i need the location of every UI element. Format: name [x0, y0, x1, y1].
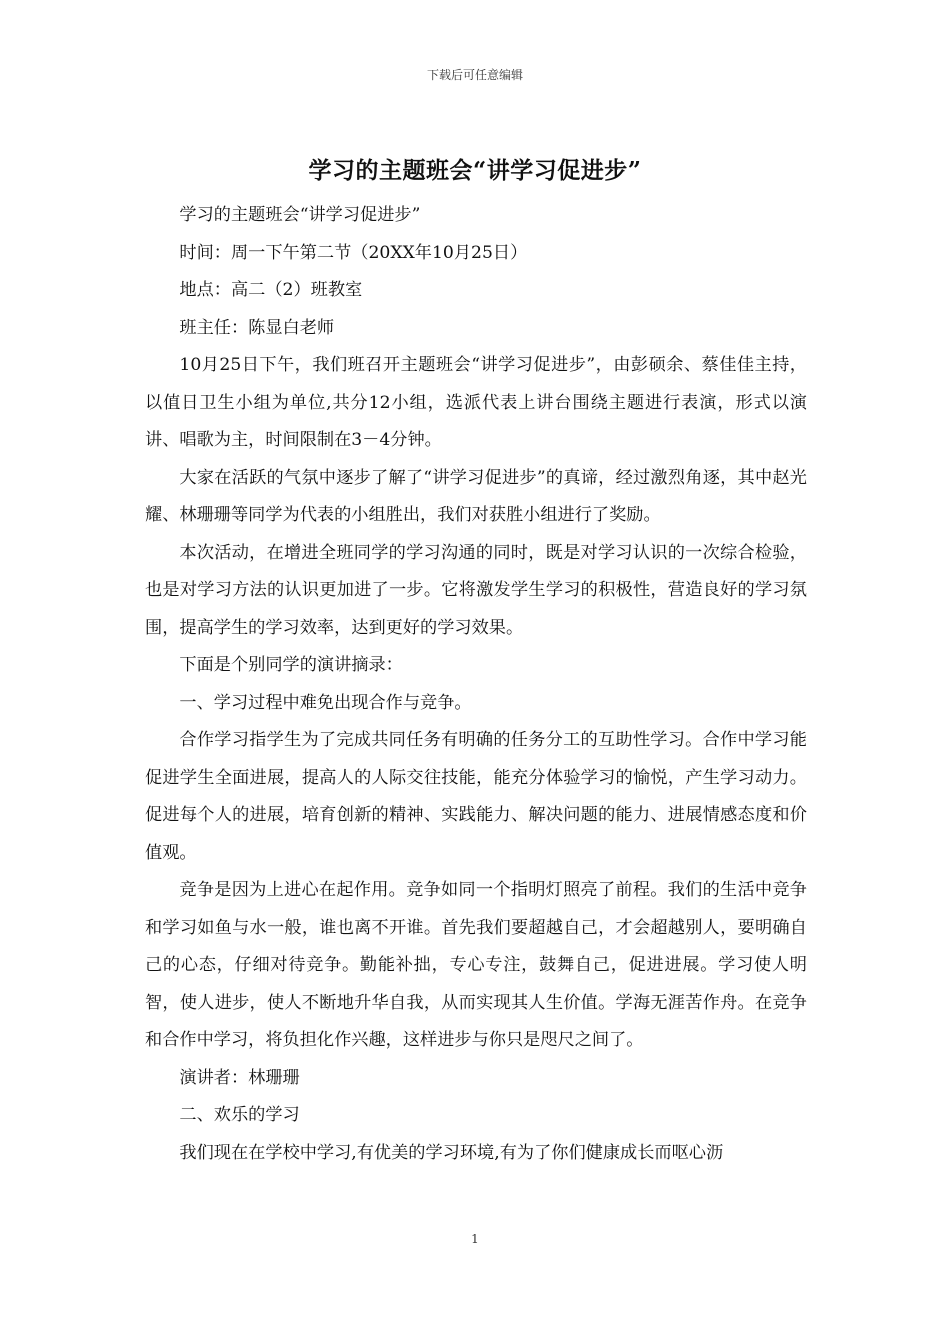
document-body: [145, 197, 807, 1172]
paragraph-competition: 竞争是因为上进心在起作用。竞争如同一个指明灯照亮了前程。我们的生活中竞争和学习如鱼与水一般，谁也离不开谁。首先我们要超越自己，才会超越别人，要明确自己的心态，仔细对待竞争。勤能补拙，专心专注，鼓舞自己，促进进展。学习使人明智，使人进步，使人不断地升华自我，从而实现其人生价值。学海无涯苦作舟。在竞争和合作中学习，将负担化作兴趣，这样进步与你只是咫尺之间了。: [145, 880, 807, 1050]
paragraph-happy-learning: 我们现在在学校中学习,有优美的学习环境,有为了你们健康成长而呕心沥: [179, 1142, 724, 1163]
paragraph-cooperation: 合作学习指学生为了完成共同任务有明确的任务分工的互助性学习。合作中学习能促进学生全面进展，提高人的人际交往技能，能充分体验学习的愉悦，产生学习动力。促进每个人的进展，培育创新的精神、实践能力、解决问题的能力、进展情感态度和价值观。: [145, 730, 807, 863]
paragraph-location: 地点：高二（2）班教室: [179, 280, 363, 300]
section-heading-1: 一、学习过程中难免出现合作与竞争。: [179, 692, 472, 713]
paragraph-summary: 本次活动，在增进全班同学的学习沟通的同时，既是对学习认识的一次综合检验，也是对学习方法的认识更加进了一步。它将激发学生学习的积极性，营造良好的学习氛围，提高学生的学习效率，达到更好的学习效果。: [145, 542, 807, 638]
paragraph-speaker: 演讲者：林珊珊: [179, 1067, 300, 1088]
paragraph-time: 时间：周一下午第二节（20XX年10月25日）: [179, 242, 528, 263]
paragraph-intro: 10月25日下午，我们班召开主题班会“讲学习促进步”，由彭硕余、蔡佳佳主持，以值日卫生小组为单位,共分12小组，选派代表上讲台围绕主题进行表演，形式以演讲、唱歌为主，时间限制在3－4分钟。: [145, 355, 807, 450]
paragraph-subtitle: 学习的主题班会“讲学习促进步”: [179, 205, 421, 225]
paragraph-teacher: 班主任：陈显白老师: [179, 317, 335, 338]
paragraph-excerpt-intro: 下面是个别同学的演讲摘录：: [179, 655, 403, 675]
page-number: 1: [471, 1232, 479, 1246]
paragraph-result: 大家在活跃的气氛中逐步了解了“讲学习促进步”的真谛，经过激烈角逐，其中赵光耀、林珊珊等同学为代表的小组胜出，我们对获胜小组进行了奖励。: [145, 467, 807, 525]
page-header: 下载后可任意编辑: [426, 68, 523, 82]
section-heading-2: 二、欢乐的学习: [179, 1105, 300, 1125]
document-title: 学习的主题班会“讲学习促进步”: [308, 157, 642, 184]
